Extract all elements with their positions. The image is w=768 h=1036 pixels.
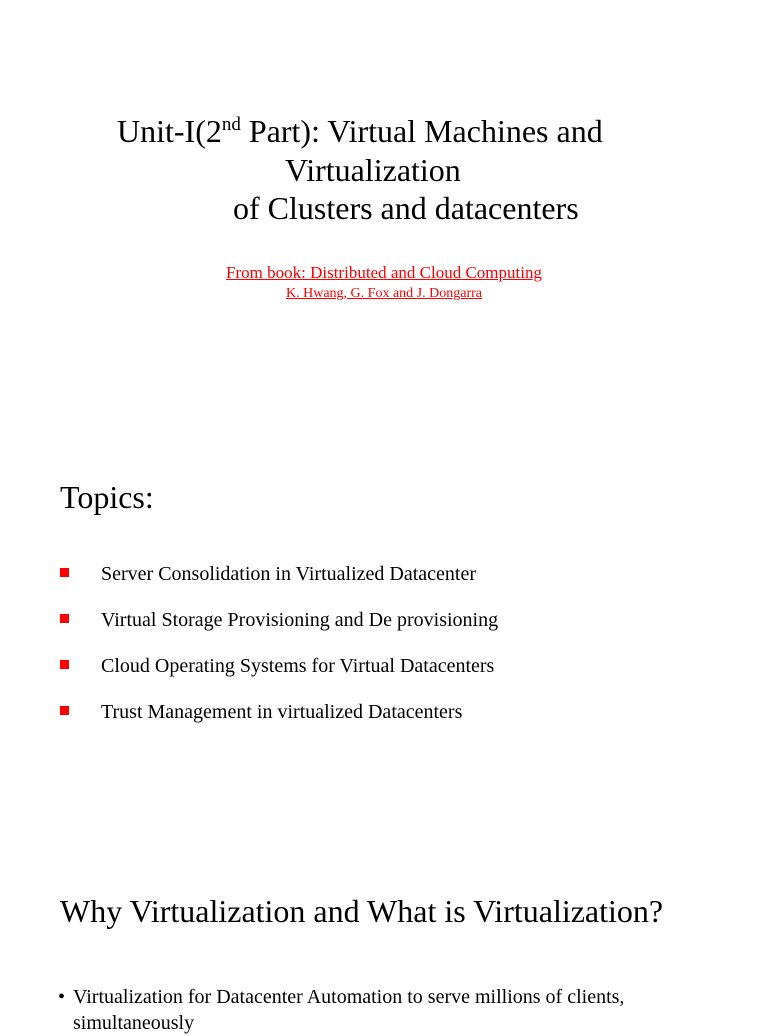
list-item-text: Virtualization for Datacenter Automation to serve millions of clients, simultaneously bbox=[73, 986, 625, 1034]
list-item bbox=[60, 606, 498, 634]
why-virtualization-slide bbox=[0, 830, 768, 1034]
title-text-part1: Unit-I(2 bbox=[117, 113, 222, 149]
bullet-dot-icon: • bbox=[58, 986, 66, 1008]
slide-title-line-2: Virtualization bbox=[285, 152, 461, 188]
title-slide bbox=[0, 0, 768, 430]
list-item bbox=[60, 698, 462, 726]
list-item-text: Cloud Operating Systems for Virtual Datacenters bbox=[101, 655, 495, 677]
red-square-bullet-icon bbox=[60, 568, 69, 577]
list-item bbox=[60, 560, 476, 588]
topics-heading: Topics: bbox=[60, 479, 154, 515]
list-item bbox=[58, 984, 718, 1036]
authors-reference-link[interactable]: K. Hwang, G. Fox and J. Dongarra bbox=[286, 286, 482, 301]
red-square-bullet-icon bbox=[60, 660, 69, 669]
red-square-bullet-icon bbox=[60, 706, 69, 715]
list-item bbox=[60, 652, 494, 680]
title-text-part2: Part): Virtual Machines and bbox=[240, 113, 603, 149]
list-item-text: Virtual Storage Provisioning and De provisioning bbox=[101, 609, 499, 631]
list-item-text: Trust Management in virtualized Datacenters bbox=[101, 701, 463, 723]
why-virtualization-heading: Why Virtualization and What is Virtualization? bbox=[60, 893, 664, 929]
topics-slide bbox=[0, 430, 768, 830]
title-superscript: nd bbox=[221, 114, 241, 135]
red-square-bullet-icon bbox=[60, 614, 69, 623]
book-reference-link[interactable]: From book: Distributed and Cloud Computing bbox=[226, 263, 542, 282]
slide-title-line-1 bbox=[117, 112, 603, 150]
slide-title-line-3: of Clusters and datacenters bbox=[233, 190, 579, 226]
list-item-text: Server Consolidation in Virtualized Datacenter bbox=[101, 563, 476, 585]
